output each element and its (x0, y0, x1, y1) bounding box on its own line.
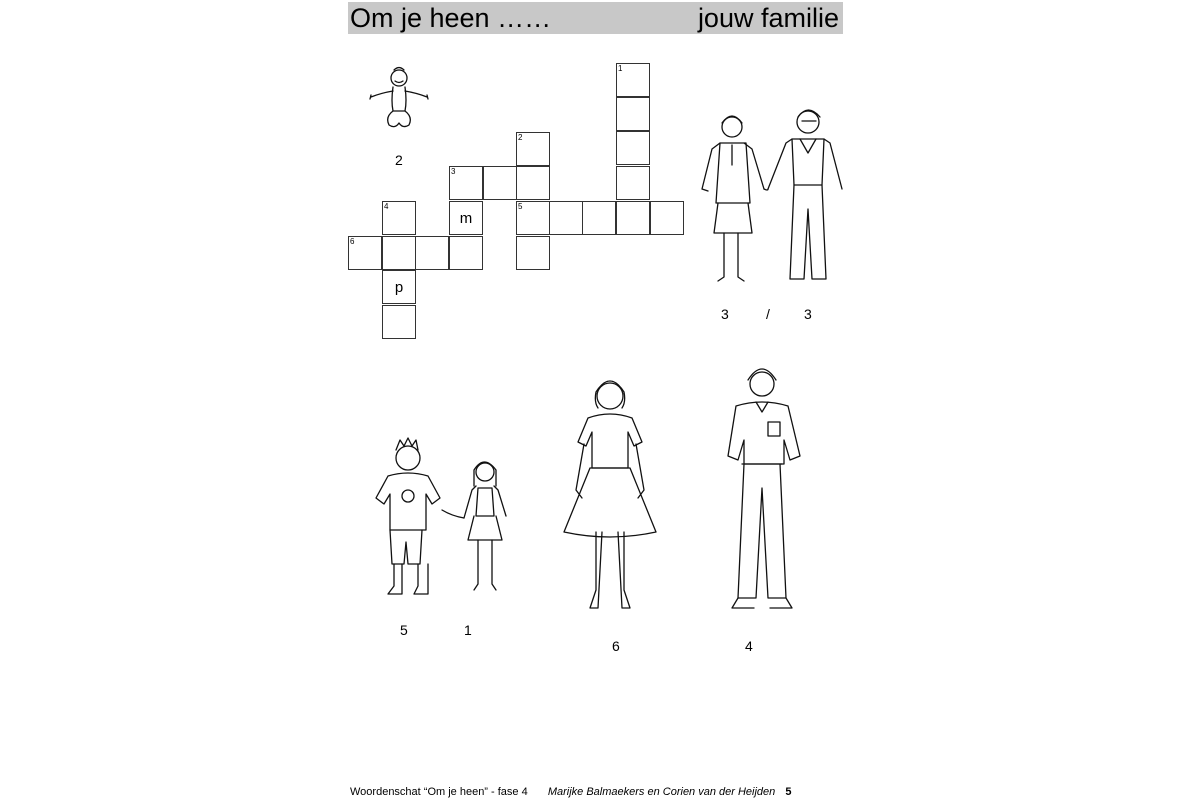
crossword-cell[interactable]: p (382, 270, 416, 304)
label-baby: 2 (395, 152, 403, 168)
title-right: jouw familie (697, 3, 839, 33)
label-father: 4 (745, 638, 753, 654)
page-footer (350, 786, 792, 799)
label-mother: 6 (612, 638, 620, 654)
crossword-cell[interactable] (483, 166, 517, 200)
crossword-cell[interactable] (582, 201, 616, 235)
crossword-cell[interactable]: m (449, 201, 483, 235)
crossword-cell[interactable] (549, 201, 583, 235)
crossword-cell[interactable] (650, 201, 684, 235)
crossword-cell[interactable]: 1 (616, 63, 650, 97)
crossword-cell[interactable] (516, 236, 550, 270)
children-illustration (370, 436, 520, 604)
crossword-cell[interactable] (616, 201, 650, 235)
page-number: 5 (785, 786, 792, 798)
title-left: Om je heen …… (350, 3, 552, 33)
label-boy: 5 (400, 622, 408, 638)
crossword-cell[interactable]: 2 (516, 132, 550, 166)
baby-illustration (368, 65, 430, 137)
crossword-cell[interactable]: 4 (382, 201, 416, 235)
mother-illustration (560, 374, 660, 616)
father-illustration (712, 364, 812, 622)
title-bar (348, 2, 843, 34)
label-grandmother: 3 (721, 306, 729, 322)
crossword-cell[interactable] (449, 236, 483, 270)
crossword-cell[interactable]: 5 (516, 201, 550, 235)
crossword-cell[interactable] (382, 305, 416, 339)
crossword-cell[interactable] (616, 166, 650, 200)
label-slash: / (766, 306, 770, 322)
label-grandfather: 3 (804, 306, 812, 322)
crossword-cell[interactable] (516, 166, 550, 200)
crossword-cell[interactable] (616, 131, 650, 165)
footer-authors: Marijke Balmaekers en Corien van der Heijden (547, 786, 776, 798)
footer-book-title: Woordenschat “Om je heen” - fase 4 (350, 786, 528, 798)
crossword-cell[interactable] (382, 236, 416, 270)
grandparents-illustration (690, 105, 860, 290)
crossword-cell[interactable] (415, 236, 449, 270)
crossword-cell[interactable]: 3 (449, 166, 483, 200)
crossword-cell[interactable] (616, 97, 650, 131)
crossword-cell[interactable]: 6 (348, 236, 382, 270)
label-girl: 1 (464, 622, 472, 638)
